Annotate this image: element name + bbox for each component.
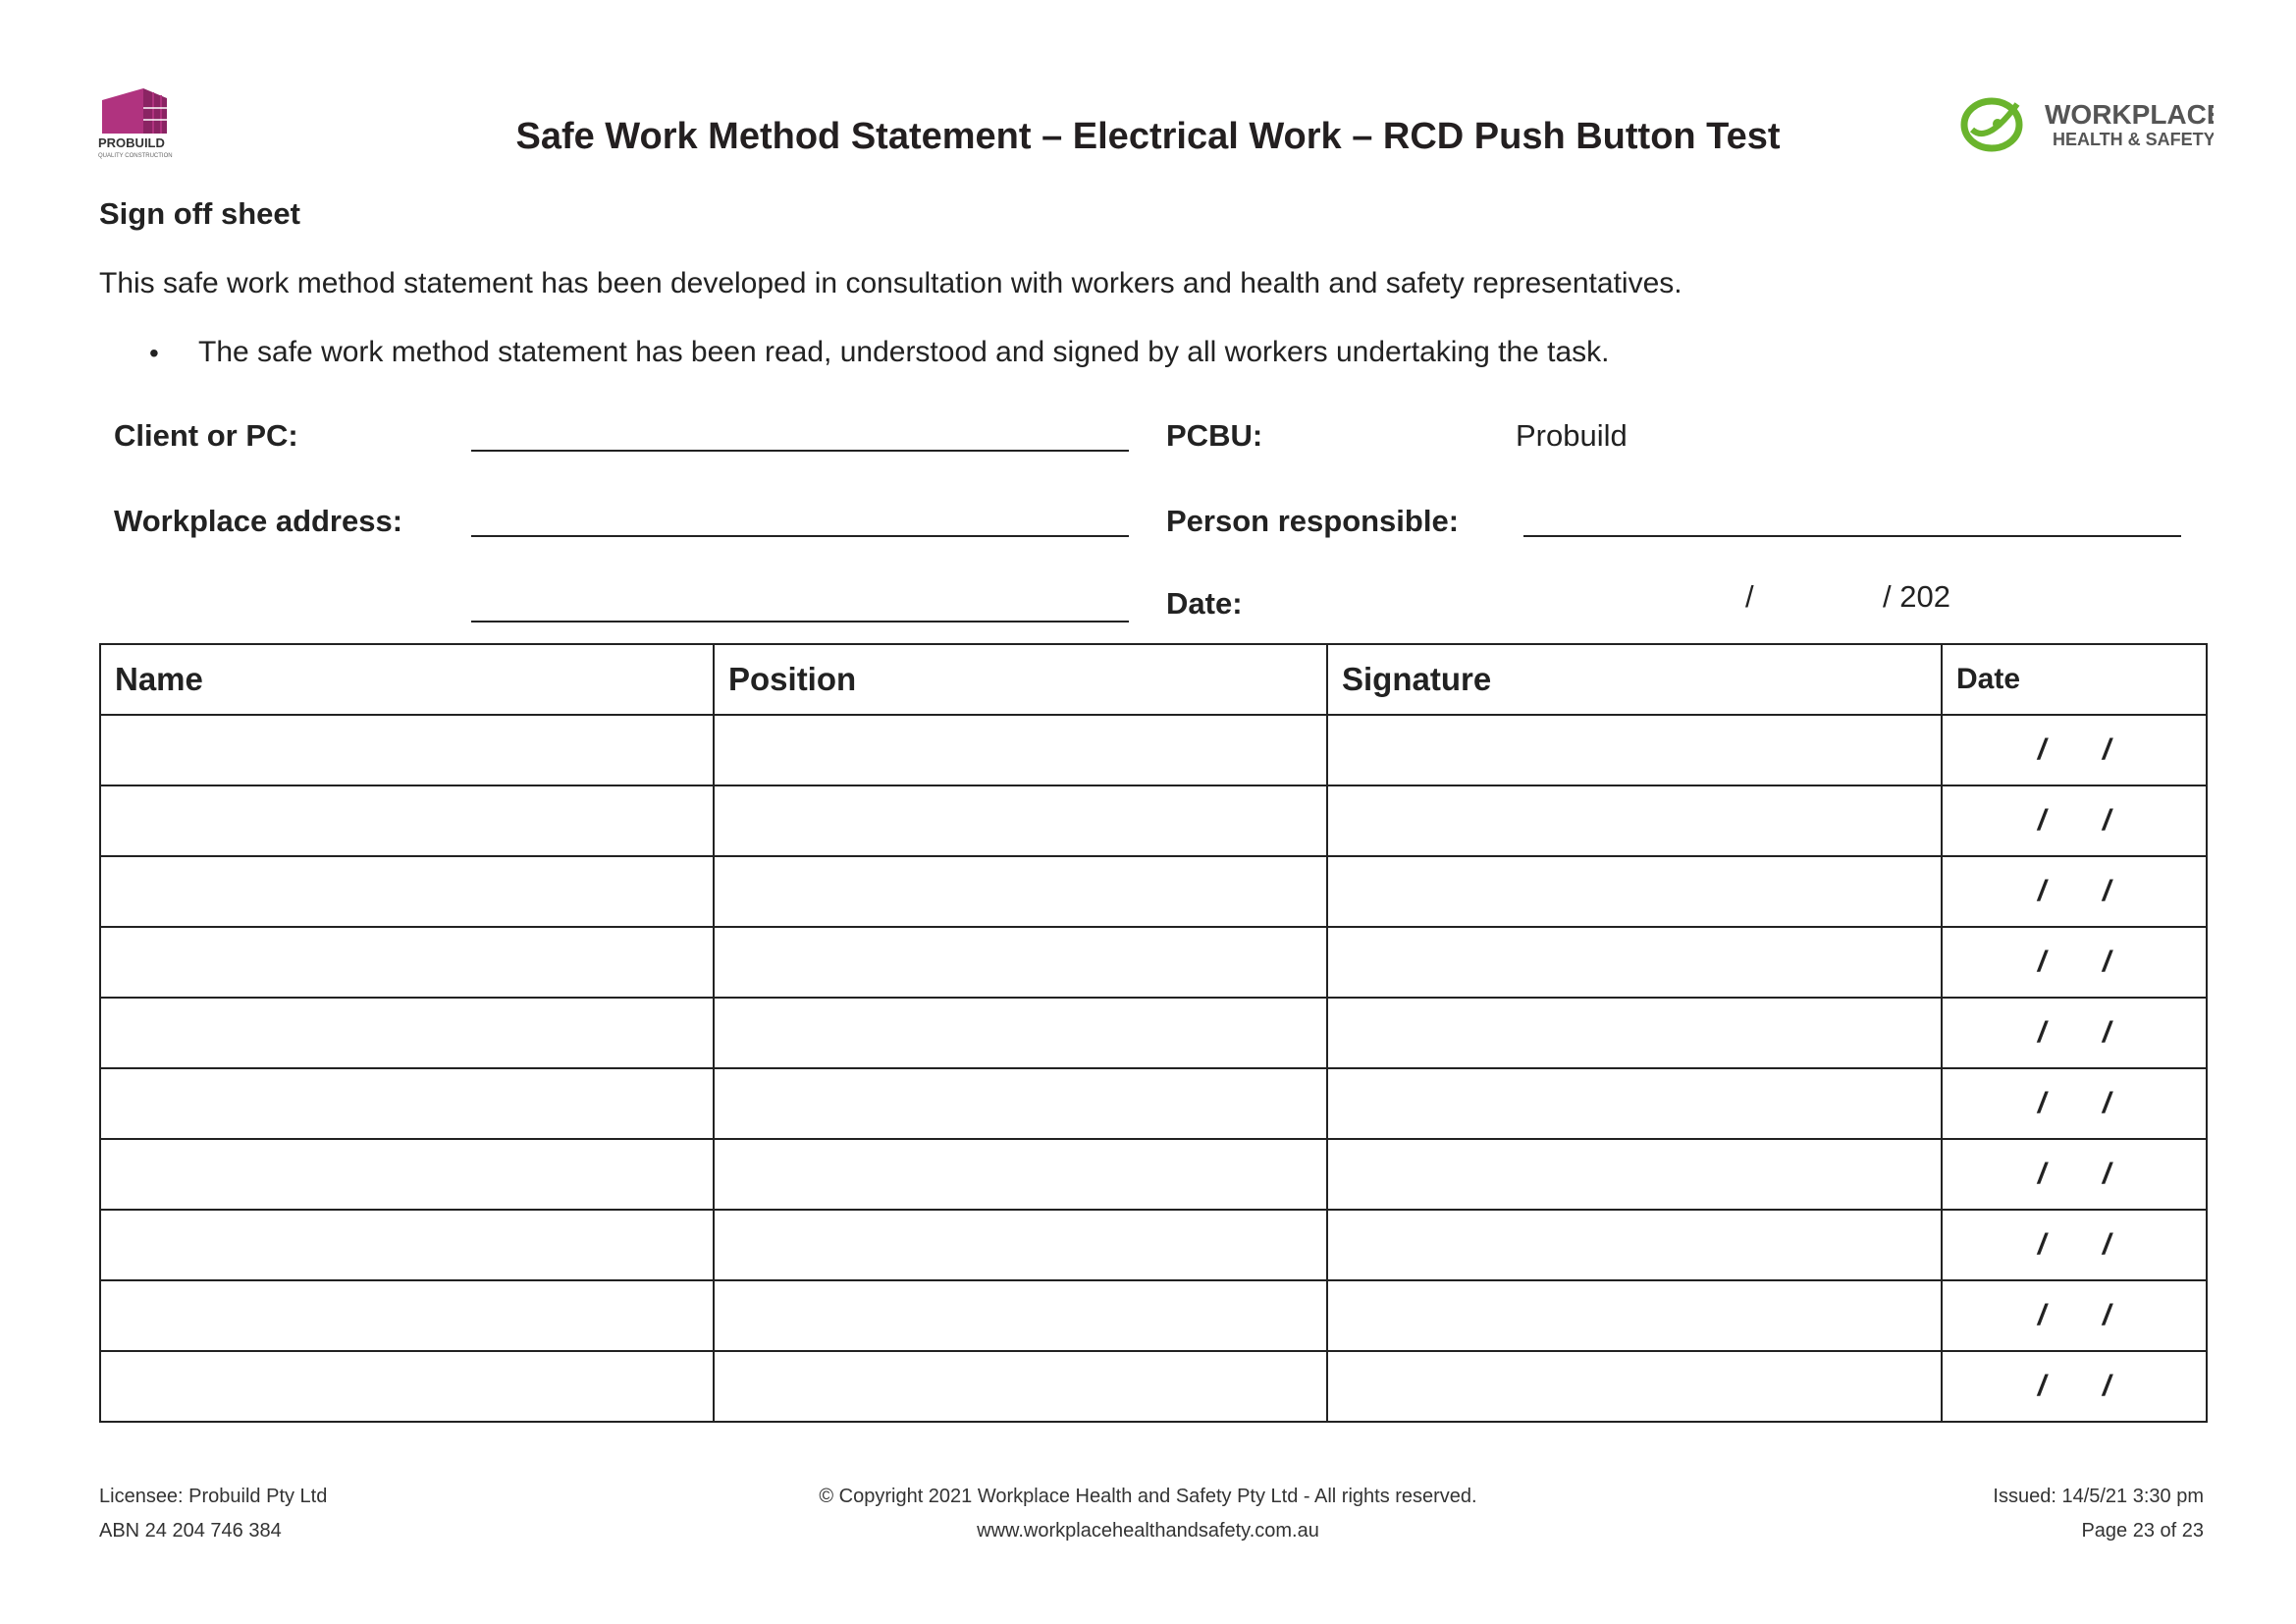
- pcbu-label: PCBU:: [1166, 418, 1263, 453]
- signature-cell[interactable]: [1327, 1280, 1942, 1351]
- position-cell[interactable]: [714, 715, 1327, 785]
- name-cell[interactable]: [100, 856, 714, 927]
- date-cell[interactable]: [1942, 856, 2207, 927]
- table-row: [100, 856, 2207, 927]
- table-row: [100, 1210, 2207, 1280]
- sign-off-table: [99, 643, 2208, 1423]
- date-slash: /: [2102, 1016, 2111, 1049]
- bullet-marker: •: [149, 338, 159, 368]
- position-cell[interactable]: [714, 1210, 1327, 1280]
- footer-licensee: Licensee: Probuild Pty Ltd: [99, 1486, 328, 1507]
- table-header-row: [100, 644, 2207, 715]
- date-slash: /: [2102, 733, 2111, 766]
- header-signature: Signature: [1327, 644, 1942, 715]
- table-row: [100, 1139, 2207, 1210]
- workplace-address-field-1[interactable]: [471, 535, 1129, 537]
- signature-cell[interactable]: [1327, 1139, 1942, 1210]
- date-slash: /: [2037, 804, 2047, 837]
- date-cell[interactable]: [1942, 998, 2207, 1068]
- date-separator-1: /: [1745, 579, 1754, 614]
- date-slash: /: [2037, 875, 2047, 907]
- name-cell[interactable]: [100, 785, 714, 856]
- footer-page-number: Page 23 of 23: [2081, 1520, 2204, 1542]
- date-cell[interactable]: [1942, 715, 2207, 785]
- whs-logo: [1958, 90, 2214, 159]
- header-position: Position: [714, 644, 1327, 715]
- client-field[interactable]: [471, 450, 1129, 452]
- footer-issued: Issued: 14/5/21 3:30 pm: [1993, 1486, 2204, 1507]
- footer-copyright: © Copyright 2021 Workplace Health and Safety Pty Ltd - All rights reserved.: [819, 1486, 1477, 1507]
- table-row: [100, 927, 2207, 998]
- name-cell[interactable]: [100, 1210, 714, 1280]
- signature-cell[interactable]: [1327, 1351, 1942, 1422]
- signature-cell[interactable]: [1327, 856, 1942, 927]
- date-slash: /: [2102, 1299, 2111, 1331]
- workplace-address-label: Workplace address:: [114, 504, 403, 538]
- table-row: [100, 785, 2207, 856]
- position-cell[interactable]: [714, 1280, 1327, 1351]
- probuild-logo-tagline: QUALITY CONSTRUCTION: [98, 153, 173, 159]
- position-cell[interactable]: [714, 1139, 1327, 1210]
- date-slash: /: [2102, 875, 2111, 907]
- date-slash: /: [2102, 1370, 2111, 1402]
- pcbu-value: Probuild: [1516, 418, 1628, 453]
- date-slash: /: [2037, 1158, 2047, 1190]
- section-heading: Sign off sheet: [99, 196, 300, 231]
- header-date: Date: [1942, 644, 2207, 715]
- date-slash: /: [2037, 733, 2047, 766]
- bullet-text: The safe work method statement has been read, understood and signed by all workers undertaking the task.: [198, 336, 1610, 368]
- date-slash: /: [2037, 946, 2047, 978]
- date-cell[interactable]: [1942, 927, 2207, 998]
- table-row: [100, 998, 2207, 1068]
- person-responsible-field[interactable]: [1523, 535, 2181, 537]
- date-cell[interactable]: [1942, 1351, 2207, 1422]
- name-cell[interactable]: [100, 1280, 714, 1351]
- name-cell[interactable]: [100, 1139, 714, 1210]
- signature-cell[interactable]: [1327, 715, 1942, 785]
- position-cell[interactable]: [714, 856, 1327, 927]
- name-cell[interactable]: [100, 715, 714, 785]
- page-title: Safe Work Method Statement – Electrical Work – RCD Push Button Test: [515, 116, 1781, 157]
- table-row: [100, 1280, 2207, 1351]
- position-cell[interactable]: [714, 1351, 1327, 1422]
- date-slash: /: [2037, 1087, 2047, 1119]
- date-label: Date:: [1166, 586, 1243, 621]
- client-label: Client or PC:: [114, 418, 298, 453]
- probuild-logo-text: PROBUILD: [98, 135, 165, 150]
- table-row: [100, 1351, 2207, 1422]
- workplace-address-field-2[interactable]: [471, 621, 1129, 623]
- position-cell[interactable]: [714, 927, 1327, 998]
- signature-cell[interactable]: [1327, 998, 1942, 1068]
- date-slash: /: [2037, 1016, 2047, 1049]
- position-cell[interactable]: [714, 1068, 1327, 1139]
- signature-cell[interactable]: [1327, 1210, 1942, 1280]
- date-slash: /: [2037, 1370, 2047, 1402]
- name-cell[interactable]: [100, 1351, 714, 1422]
- name-cell[interactable]: [100, 1068, 714, 1139]
- date-separator-2: / 202: [1883, 579, 1950, 614]
- date-slash: /: [2102, 1087, 2111, 1119]
- date-slash: /: [2102, 1228, 2111, 1261]
- whs-logo-line1: WORKPLACE: [2045, 99, 2214, 130]
- footer-abn: ABN 24 204 746 384: [99, 1520, 282, 1542]
- date-slash: /: [2102, 1158, 2111, 1190]
- date-slash: /: [2102, 804, 2111, 837]
- position-cell[interactable]: [714, 998, 1327, 1068]
- date-cell[interactable]: [1942, 1280, 2207, 1351]
- name-cell[interactable]: [100, 927, 714, 998]
- signature-cell[interactable]: [1327, 927, 1942, 998]
- date-cell[interactable]: [1942, 785, 2207, 856]
- position-cell[interactable]: [714, 785, 1327, 856]
- date-slash: /: [2037, 1299, 2047, 1331]
- table-row: [100, 715, 2207, 785]
- signature-cell[interactable]: [1327, 785, 1942, 856]
- whs-logo-line2: HEALTH & SAFETY: [2053, 130, 2214, 149]
- footer-website[interactable]: www.workplacehealthandsafety.com.au: [977, 1520, 1319, 1542]
- name-cell[interactable]: [100, 998, 714, 1068]
- date-cell[interactable]: [1942, 1068, 2207, 1139]
- signature-cell[interactable]: [1327, 1068, 1942, 1139]
- person-responsible-label: Person responsible:: [1166, 504, 1460, 538]
- header-name: Name: [100, 644, 714, 715]
- date-slash: /: [2102, 946, 2111, 978]
- date-cell[interactable]: [1942, 1210, 2207, 1280]
- table-row: [100, 1068, 2207, 1139]
- intro-text: This safe work method statement has been developed in consultation with workers and health and safety representatives.: [99, 267, 1682, 299]
- date-slash: /: [2037, 1228, 2047, 1261]
- date-cell[interactable]: [1942, 1139, 2207, 1210]
